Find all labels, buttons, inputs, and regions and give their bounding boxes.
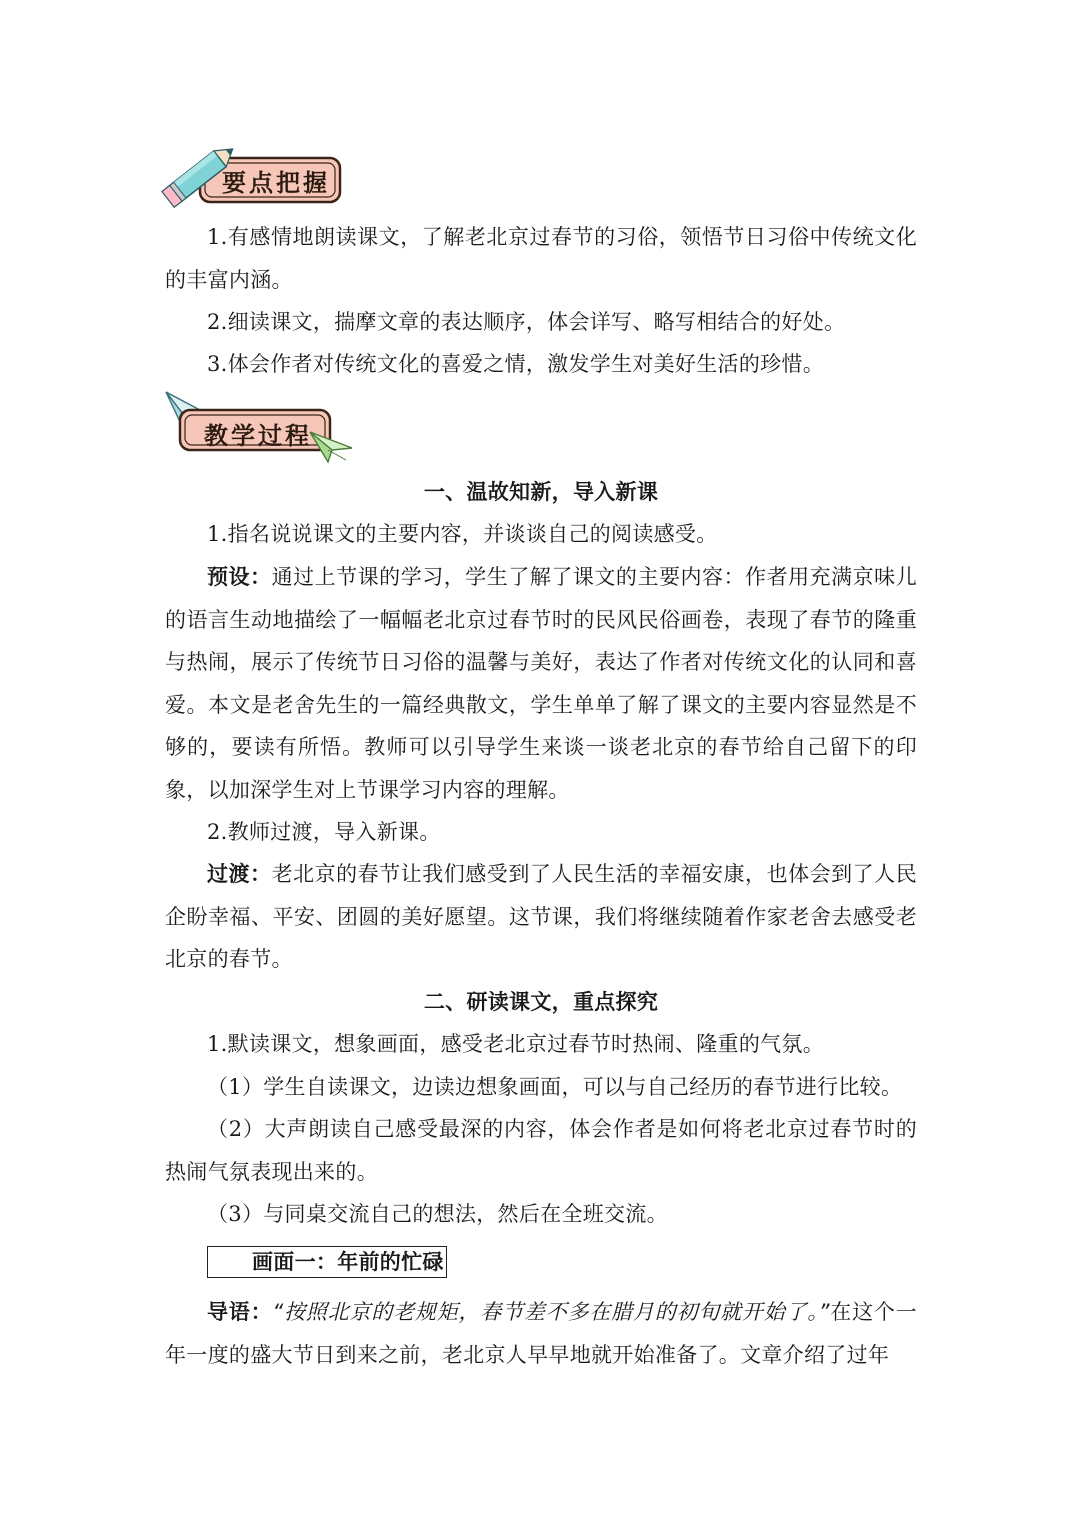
transition-paragraph <box>165 853 917 981</box>
transition-text: 老北京的春节让我们感受到了人民生活的幸福安康，也体会到了人民企盼幸福、平安、团圆的美好愿望。这节课，我们将继续随着作家老舍去感受老北京的春节。 <box>165 862 918 971</box>
guide-paragraph <box>165 1291 917 1376</box>
preset-label: 预设： <box>207 564 272 589</box>
scene-one-row <box>165 1241 917 1284</box>
preset-paragraph <box>165 556 917 811</box>
guide-label: 导语： <box>207 1299 273 1324</box>
objective-1: 1.有感情地朗读课文，了解老北京过春节的习俗，领悟节日习俗中传统文化的丰富内涵。 <box>165 225 917 292</box>
part2-step1: 1.默读课文，想象画面，感受老北京过春节时热闹、隆重的气氛。 <box>207 1032 825 1056</box>
part1-heading: 一、温故知新，导入新课 <box>423 479 659 504</box>
guide-quote: “按照北京的老规矩，春节差不多在腊月的初旬就开始了。” <box>272 1300 830 1324</box>
teaching-process-banner-label: 教学过程 <box>204 422 312 450</box>
part2-sub1: （1）学生自读课文，边读边想象画面，可以与自己经历的春节进行比较。 <box>207 1075 903 1099</box>
part1-step2: 2.教师过渡，导入新课。 <box>207 820 441 844</box>
key-points-banner-label: 要点把握 <box>222 169 330 197</box>
part1-step1: 1.指名说说课文的主要内容，并谈谈自己的阅读感受。 <box>207 522 718 546</box>
guide-text: 在这个一年一度的盛大节日到来之前，老北京人早早地就开始准备了。文章介绍了过年 <box>165 1300 918 1367</box>
objective-2: 2.细读课文，揣摩文章的表达顺序，体会详写、略写相结合的好处。 <box>207 310 846 334</box>
part2-sub3: （3）与同桌交流自己的想法，然后在全班交流。 <box>207 1202 668 1226</box>
objective-3: 3.体会作者对传统文化的喜爱之情，激发学生对美好生活的珍惜。 <box>207 352 825 376</box>
scene-one-label: 画面一：年前的忙碌 <box>207 1246 447 1278</box>
transition-label: 过渡： <box>207 861 272 886</box>
part2-sub2: （2）大声朗读自己感受最深的内容，体会作者是如何将老北京过春节时的热闹气氛表现出来的。 <box>165 1117 917 1184</box>
key-points-banner <box>160 140 350 208</box>
teaching-process-banner <box>160 388 360 468</box>
part2-heading: 二、研读课文，重点探究 <box>423 989 659 1014</box>
preset-text: 通过上节课的学习，学生了解了课文的主要内容：作者用充满京味儿的语言生动地描绘了一幅幅老北京过春节时的民风民俗画卷，表现了春节的隆重与热闹，展示了传统节日习俗的温馨与美好，表达了作者对传统文化的认同和喜爱。本文是老舍先生的一篇经典散文，学生单单了解了课文的主要内容显然是不够的，要读有所悟。教师可以引导学生来谈一谈老北京的春节给自己留下的印象，以加深学生对上节课学习内容的理解。 <box>165 565 918 802</box>
